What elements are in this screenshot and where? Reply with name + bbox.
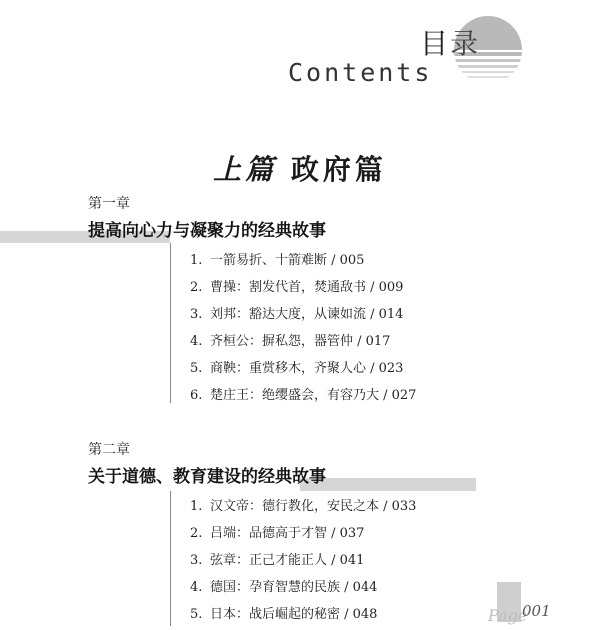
page-number: 001 [522,602,551,620]
toc-entry[interactable]: 5. 商鞅：重赏移木，齐聚人心 / 023 [190,361,404,376]
chapter-1-divider [170,243,171,403]
toc-entry[interactable]: 5. 日本：战后崛起的秘密 / 048 [190,607,378,622]
toc-entry[interactable]: 6. 楚庄王：绝缨盛会，有容乃大 / 027 [190,388,417,403]
toc-title-en: Contents [288,58,433,87]
toc-header [0,0,600,110]
toc-entry[interactable]: 1. 一箭易折、十箭难断 / 005 [190,253,365,268]
toc-entry[interactable]: 2. 曹操：割发代首，焚通敌书 / 009 [190,280,404,295]
chapter-1-title: 提高向心力与凝聚力的经典故事 [88,221,326,241]
part-name: 政府篇 [290,153,387,186]
chapter-2-bar [300,478,476,491]
part-prefix: 上篇 [213,153,278,186]
chapter-2-divider [170,491,171,626]
page-word: Page [488,606,528,625]
chapter-2-label: 第二章 [88,442,130,458]
toc-entry[interactable]: 4. 齐桓公：摒私怨，器管仲 / 017 [190,334,391,349]
title-char-2: 录 [450,27,481,60]
toc-entry[interactable]: 4. 德国：孕育智慧的民族 / 044 [190,580,378,595]
toc-entry[interactable]: 1. 汉文帝：德行教化，安民之本 / 033 [190,499,417,514]
toc-entry[interactable]: 3. 弦章：正己才能正人 / 041 [190,553,365,568]
toc-entry[interactable]: 3. 刘邦：豁达大度，从谏如流 / 014 [190,307,404,322]
toc-title-cn [420,22,480,62]
title-char-1: 目 [420,27,451,60]
chapter-2-title: 关于道德、教育建设的经典故事 [88,467,326,487]
toc-entry[interactable]: 2. 吕端：品德高于才智 / 037 [190,526,365,541]
chapter-1-label: 第一章 [88,196,130,212]
part-heading [0,148,600,188]
